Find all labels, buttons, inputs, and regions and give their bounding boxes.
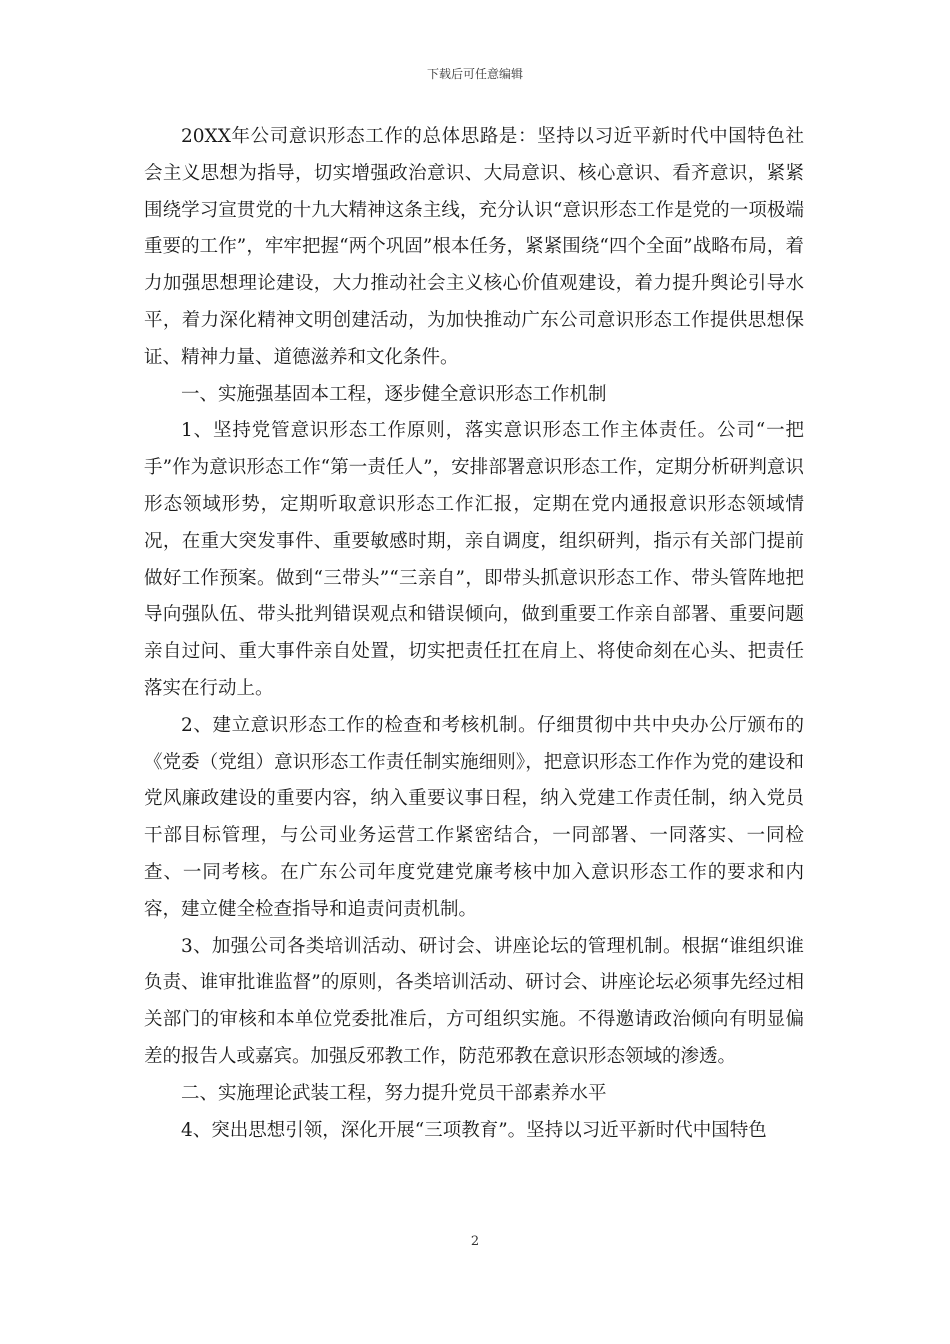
page-number: 2 [470,1234,480,1249]
document-body [144,119,804,1149]
paragraph-item-3: 3、加强公司各类培训活动、研讨会、讲座论坛的管理机制。根据“谁组织谁负责、谁审批谁监督”的原则，各类培训活动、研讨会、讲座论坛必须事先经过相关部门的审核和本单位党委批准后，方可组织实施。不得邀请政治倾向有明显偏差的报告人或嘉宾。加强反邪教工作，防范邪教在意识形态领域的渗透。 [144,935,804,1067]
paragraph-overview: 20XX年公司意识形态工作的总体思路是：坚持以习近平新时代中国特色社会主义思想为指导，切实增强政治意识、大局意识、核心意识、看齐意识，紧紧围绕学习宣贯党的十九大精神这条主线，充分认识“意识形态工作是党的一项极端重要的工作”，牢牢把握“两个巩固”根本任务，紧紧围绕“四个全面”战略布局，着力加强思想理论建设，大力推动社会主义核心价值观建设，着力提升舆论引导水平，着力深化精神文明创建活动，为加快推动广东公司意识形态工作提供思想保证、精神力量、道德滋养和文化条件。 [144,126,804,368]
section-heading-2: 二、实施理论武装工程，努力提升党员干部素养水平 [181,1082,607,1104]
section-heading-1: 一、实施强基固本工程，逐步健全意识形态工作机制 [181,383,607,405]
paragraph-item-1: 1、坚持党管意识形态工作原则，落实意识形态工作主体责任。公司“一把手”作为意识形态工作“第一责任人”，安排部署意识形态工作，定期分析研判意识形态领域形势，定期听取意识形态工作汇报，定期在党内通报意识形态领域情况，在重大突发事件、重要敏感时期，亲自调度，组织研判，指示有关部门提前做好工作预案。做到“三带头”“三亲自”，即带头抓意识形态工作、带头管阵地把导向强队伍、带头批判错误观点和错误倾向，做到重要工作亲自部署、重要问题亲自过问、重大事件亲自处置，切实把责任扛在肩上、将使命刻在心头、把责任落实在行动上。 [144,420,804,699]
paragraph-item-4: 4、突出思想引领，深化开展“三项教育”。坚持以习近平新时代中国特色 [181,1119,767,1141]
paragraph-item-2: 2、建立意识形态工作的检查和考核机制。仔细贯彻中共中央办公厅颁布的《党委（党组）意识形态工作责任制实施细则》，把意识形态工作作为党的建设和党风廉政建设的重要内容，纳入重要议事日程，纳入党建工作责任制，纳入党员干部目标管理，与公司业务运营工作紧密结合，一同部署、一同落实、一同检查、一同考核。在广东公司年度党建党廉考核中加入意识形态工作的要求和内容，建立健全检查指导和追责问责机制。 [144,714,804,920]
page-header: 下载后可任意编辑 [426,67,523,81]
